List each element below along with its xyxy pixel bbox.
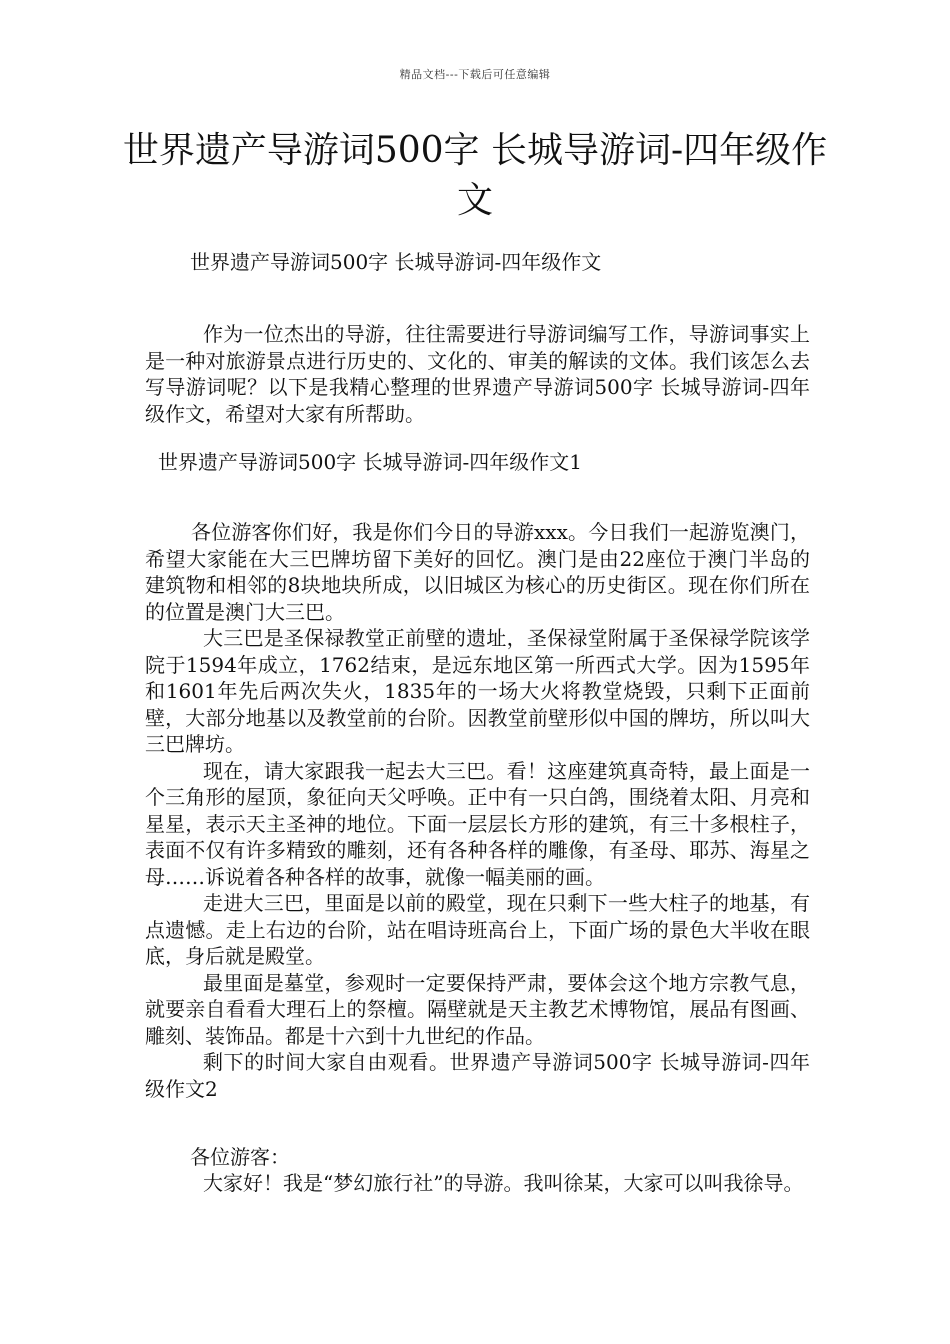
section-1-body xyxy=(145,519,810,1102)
section-1-paragraph-6: 剩下的时间大家自由观看。世界遗产导游词500字 长城导游词-四年级作文2 xyxy=(145,1050,810,1101)
section-1-paragraph-5: 最里面是墓堂，参观时一定要保持严肃，要体会这个地方宗教气息，就要亲自看看大理石上的祭檀。隔壁就是天主教艺术博物馆，展品有图画、雕刻、装饰品。都是十六到十九世纪的作品。 xyxy=(145,970,810,1048)
intro-paragraph: 作为一位杰出的导游，往往需要进行导游词编写工作，导游词事实上是一种对旅游景点进行历史的、文化的、审美的解读的文体。我们该怎么去写导游词呢？以下是我精心整理的世界遗产导游词500字 长城导游词-四年级作文，希望对大家有所帮助。 xyxy=(145,322,810,426)
intro-block xyxy=(145,321,810,427)
section-1-paragraph-2: 大三巴是圣保禄教堂正前壁的遗址，圣保禄堂附属于圣保禄学院该学院于1594年成立，1762结束，是远东地区第一所西式大学。因为1595年和1601年先后两次失火，1835年的一场大火将教堂烧毁，只剩下正面前壁，大部分地基以及教堂前的台阶。因教堂前壁形似中国的牌坊，所以叫大三巴牌坊。 xyxy=(145,626,810,756)
header-note: 精品文档---下载后可任意编辑 xyxy=(399,68,551,81)
section-1-paragraph-4: 走进大三巴，里面是以前的殿堂，现在只剩下一些大柱子的地基，有点遗憾。走上右边的台阶，站在唱诗班高台上，下面广场的景色大半收在眼底，身后就是殿堂。 xyxy=(145,891,810,968)
section-1-heading: 世界遗产导游词500字 长城导游词-四年级作文1 xyxy=(158,450,583,474)
section-2-greeting: 各位游客： xyxy=(190,1145,290,1169)
document-subtitle: 世界遗产导游词500字 长城导游词-四年级作文 xyxy=(190,250,602,274)
section-1-paragraph-1: 各位游客你们好，我是你们今日的导游xxx。今日我们一起游览澳门，希望大家能在大三巴牌坊留下美好的回忆。澳门是由22座位于澳门半岛的建筑物和相邻的8块地块所成，以旧城区为核心的历史街区。现在你们所在的位置是澳门大三巴。 xyxy=(145,520,810,624)
section-2-body xyxy=(145,1170,810,1197)
document-title: 世界遗产导游词500字 长城导游词-四年级作文 xyxy=(122,130,828,221)
section-2-paragraph-1: 大家好！我是“梦幻旅行社”的导游。我叫徐某，大家可以叫我徐导。 xyxy=(203,1171,804,1195)
section-1-paragraph-3: 现在，请大家跟我一起去大三巴。看！这座建筑真奇特，最上面是一个三角形的屋顶，象征向天父呼唤。正中有一只白鸽，围绕着太阳、月亮和星星，表示天主圣神的地位。下面一层层长方形的建筑，有三十多根柱子，表面不仅有许多精致的雕刻，还有各种各样的雕像，有圣母、耶苏、海星之母……诉说着各种各样的故事，就像一幅美丽的画。 xyxy=(145,758,810,889)
